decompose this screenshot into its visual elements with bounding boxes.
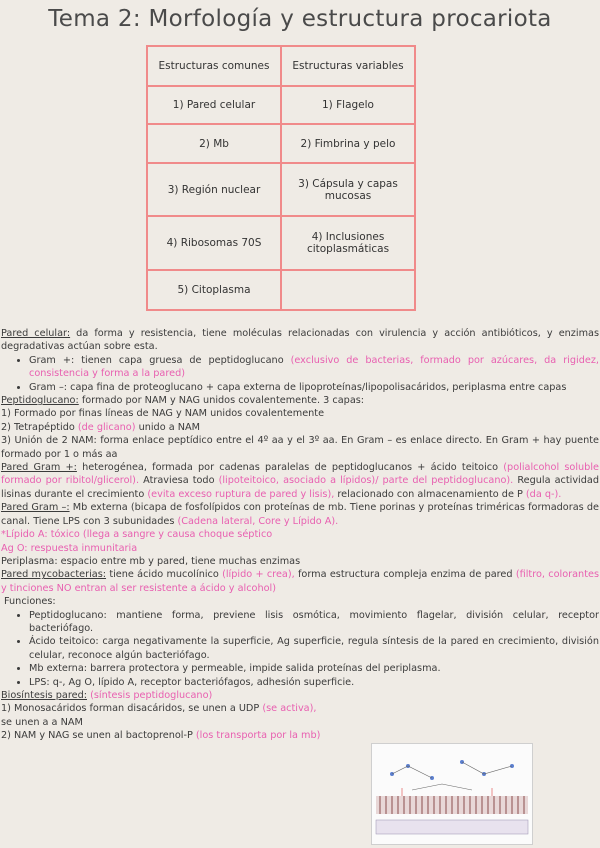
list-item: [29, 381, 599, 394]
bios-label: Biosíntesis pared:: [1, 689, 87, 701]
bios-step-2: [1, 729, 599, 742]
biosintesis-heading: [1, 689, 599, 702]
biosynthesis-diagram-image: [371, 743, 533, 845]
page-title: Tema 2: Morfología y estructura procariota: [48, 6, 552, 32]
gpos-note-1: (polialcohol soluble formado por ribitol/glicerol).: [1, 462, 599, 487]
table-cell: 3) Cápsula y capas mucosas: [281, 163, 415, 216]
gpos-note-4: (da q-).: [525, 488, 562, 500]
pepti-step-3: 3) Unión de 2 NAM: forma enlace peptídico entre el 4º aa y el 3º aa. En Gram – es enlace directo. En Gram + hay puente formado por 1 o más aa: [1, 435, 599, 460]
bios-step-1: [1, 702, 371, 729]
bios-1a: 1) Monosacáridos forman disacáridos, se unen a UDP: [1, 703, 263, 715]
bios-1b: se unen a a NAM: [1, 716, 83, 728]
lipido-a-line: *Lípido A: tóxico (llega a sangre y causa choque séptico: [1, 529, 273, 541]
gneg-note: (Cadena lateral, Core y Lípido A).: [177, 515, 339, 527]
gram-neg-label: Pared Gram –:: [1, 502, 70, 514]
gneg-a: Mb externa (bicapa de fosfolípidos con proteínas de mb. Tiene porinas y proteínas triméricas formadoras de canal. Tiene LPS con 3 subunidades: [1, 502, 599, 527]
gram-pos-text: Gram +: tienen capa gruesa de peptidoglucano: [29, 354, 291, 366]
funciones-heading: Funciones:: [4, 596, 56, 608]
table-cell: 4) Inclusiones citoplasmáticas: [281, 216, 415, 270]
gram-pos-note: (exclusivo de bacterias, formado por azúcares, da rigidez, consistencia y forma a la pared): [29, 354, 599, 380]
gpos-c: Regula actividad lisinas durante el crecimiento: [1, 475, 599, 500]
pepti-paragraph: [1, 394, 599, 407]
list-item: • Ácido teitoico: carga negativamente la superficie, Ag superficie, regula síntesis de la pared en crecimiento, división celular, reconoce algún bacteriófago.: [29, 635, 599, 662]
gpos-note-2: (lipoteitoico, asociado a lípidos)/ parte del peptidoglucano).: [218, 475, 514, 487]
table-cell: 2) Mb: [147, 124, 281, 163]
structures-table: [146, 45, 416, 311]
table-cell: 2) Fimbrina y pelo: [281, 124, 415, 163]
gpos-note-3: (evita exceso ruptura de pared y lisis),: [147, 488, 335, 500]
myco-paragraph: [1, 568, 599, 595]
myco-label: Pared mycobacterias:: [1, 569, 107, 581]
pepti-2-note: (de glicano): [77, 421, 136, 433]
table-header: Estructuras comunes: [147, 46, 281, 86]
myco-note-1: (lípido + crea),: [222, 569, 295, 581]
table-header: Estructuras variables: [281, 46, 415, 86]
table-cell: 4) Ribosomas 70S: [147, 216, 281, 270]
myco-b: forma estructura compleja enzima de pared: [294, 569, 516, 581]
table-cell: 1) Flagelo: [281, 86, 415, 124]
pepti-step-2: [1, 421, 599, 434]
gpos-d: relacionado con almacenamiento de P: [334, 488, 526, 500]
bios-2a: 2) NAM y NAG se unen al bactoprenol-P: [1, 730, 196, 742]
list-item: [29, 354, 599, 381]
gram-neg-text: Gram –: capa fina de proteoglucano + capa externa de lipoproteínas/lipopolisacáridos, periplasma entre capas: [29, 381, 567, 393]
ag-o-line: Ag O: respuesta inmunitaria: [1, 542, 138, 554]
pepti-2b: unido a NAM: [135, 421, 200, 433]
table-cell: 3) Región nuclear: [147, 163, 281, 216]
funciones-list: [1, 609, 599, 689]
gpos-b: Atraviesa todo: [139, 475, 219, 487]
bios-note: (síntesis peptidoglucano): [87, 689, 213, 701]
pepti-desc: formado por NAM y NAG unidos covalentemente. 3 capas:: [78, 395, 365, 407]
bios-1-note: (se activa),: [262, 703, 317, 715]
notes-body: [1, 327, 599, 743]
list-item: • Peptidoglucano: mantiene forma, previene lisis osmótica, movimiento flagelar, división celular, receptor bacteriófago.: [29, 609, 599, 636]
pepti-label: Peptidoglucano:: [1, 395, 79, 407]
gram-neg-paragraph: [1, 501, 599, 528]
myco-note-2: (filtro, colorantes y tinciones NO entran al ser resistente a ácido y alcohol): [1, 569, 600, 594]
table-cell: 1) Pared celular: [147, 86, 281, 124]
bios-2-note: (los transporta por la mb): [195, 730, 321, 742]
gram-pos-label: Pared Gram +:: [1, 462, 77, 474]
membrane-diagram: [372, 744, 532, 844]
table-cell: [281, 270, 415, 310]
pared-label: Pared celular:: [1, 328, 71, 339]
myco-a: tiene ácido mucolínico: [106, 569, 223, 581]
pared-desc: da forma y resistencia, tiene moléculas relacionadas con virulencia y acción antibióticos, y enzimas degradativas actúan sobre esta.: [1, 328, 599, 353]
pepti-2a: 2) Tetrapéptido: [1, 421, 78, 433]
pared-paragraph: [1, 327, 599, 354]
list-item: • Mb externa: barrera protectora y permeable, impide salida proteínas del periplasma.: [29, 662, 599, 675]
table-cell: 5) Citoplasma: [147, 270, 281, 310]
periplasma-line: Periplasma: espacio entre mb y pared, tiene muchas enzimas: [1, 555, 301, 567]
gpos-a: heterogénea, formada por cadenas paralelas de peptidoglucanos + ácido teitoico: [76, 462, 504, 474]
pepti-step-1: 1) Formado por finas líneas de NAG y NAM unidos covalentemente: [1, 408, 325, 420]
gram-list: [1, 354, 599, 394]
list-item: • LPS: q-, Ag O, lípido A, receptor bacteriófagos, adhesión superficie.: [29, 676, 599, 689]
gram-pos-paragraph: [1, 461, 599, 501]
